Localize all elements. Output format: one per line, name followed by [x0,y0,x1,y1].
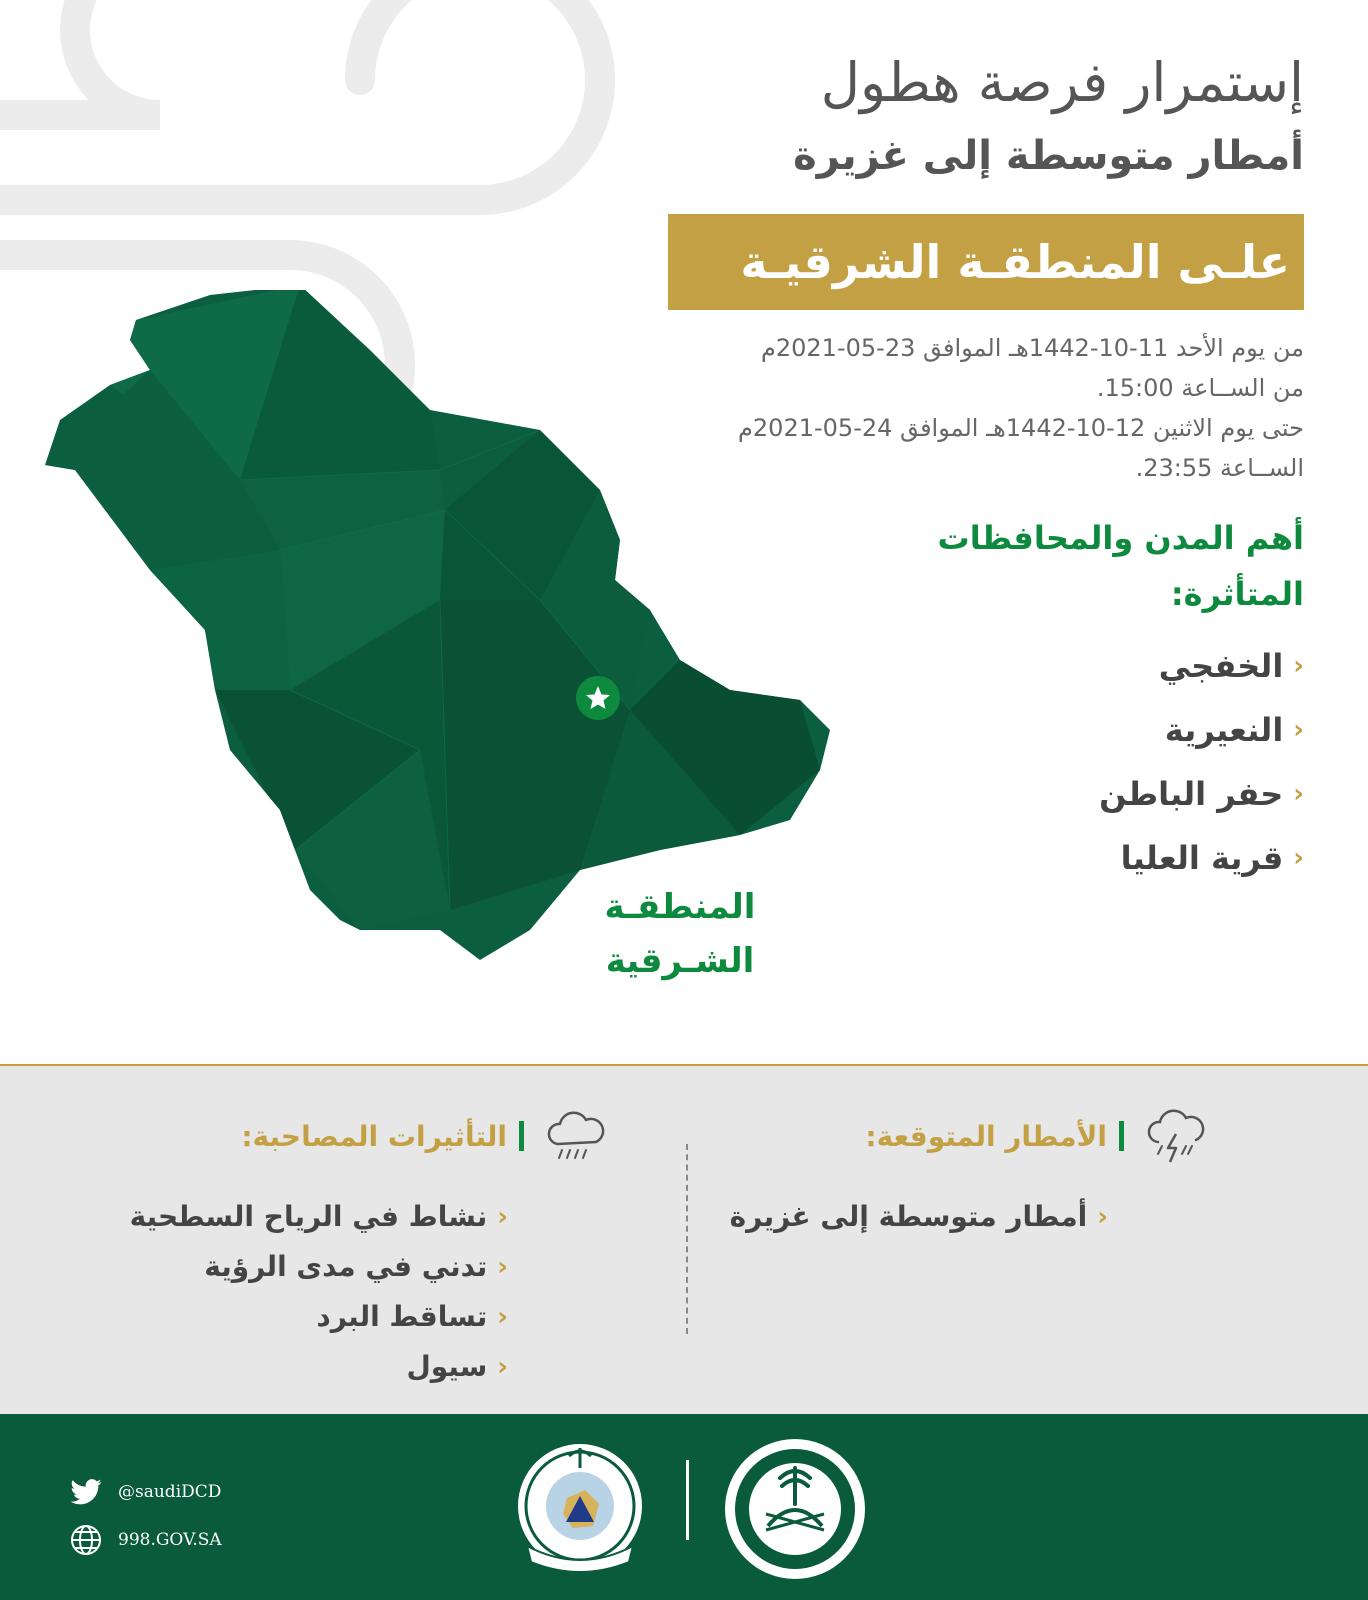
twitter-handle: @saudiDCD [118,1482,222,1502]
cities-title-line1: أهم المدن والمحافظات [937,519,1304,557]
globe-icon [70,1524,102,1556]
section-header [48,1106,608,1166]
date-range [604,328,1304,488]
city-name: النعيرية [1164,711,1284,749]
twitter-link[interactable] [70,1468,222,1516]
item-text: تدني في مدى الرؤية [204,1250,488,1283]
footer-divider [686,1460,689,1540]
list-item [48,1292,508,1342]
list-item [604,634,1304,698]
map-region-label [600,880,760,988]
chevron-left-icon: ‹ [1097,1202,1108,1232]
twitter-icon [70,1479,102,1505]
civil-defense-logo [505,1434,655,1584]
website-link[interactable] [70,1516,222,1564]
rain-cloud-icon [544,1106,608,1166]
section-title: الأمطار المتوقعة: [865,1119,1107,1153]
date-line4: الســاعة 23:55. [1135,454,1304,482]
effects-list [48,1192,608,1392]
date-line1: من يوم الأحد 11-10-1442هـ الموافق 23-05-2021م [761,334,1304,362]
chevron-left-icon: ‹ [497,1202,508,1232]
item-text: سيول [406,1350,488,1383]
list-item [48,1342,508,1392]
list-item [48,1192,508,1242]
list-item [604,762,1304,826]
section-accent-bar [519,1121,524,1151]
map-region-line2: الشـرقية [605,941,755,981]
list-item [688,1192,1108,1242]
city-list [604,634,1304,890]
footer [0,1414,1368,1600]
city-name: حفر الباطن [1099,775,1284,813]
region-banner: علـى المنطقـة الشرقيـة [668,214,1304,310]
thunderstorm-icon [1144,1106,1208,1166]
social-links [70,1468,222,1564]
website-url: 998.GOV.SA [118,1530,222,1550]
headline-block [604,40,1304,890]
list-item [48,1242,508,1292]
chevron-left-icon: ‹ [497,1302,508,1332]
chevron-left-icon: ‹ [1293,843,1304,873]
item-text: نشاط في الرياح السطحية [129,1200,488,1233]
section-header [688,1106,1208,1166]
section-title: التأثيرات المصاحبة: [241,1119,507,1153]
chevron-left-icon: ‹ [1293,779,1304,809]
chevron-left-icon: ‹ [497,1252,508,1282]
chevron-left-icon: ‹ [1293,715,1304,745]
ministry-of-interior-logo [720,1434,870,1584]
expected-rain-list [688,1192,1208,1242]
cities-title-line2: المتأثرة: [1170,575,1304,613]
date-line2: من الســاعة 15:00. [1096,374,1304,402]
date-line3: حتى يوم الاثنين 12-10-1442هـ الموافق 24-05-2021م [738,414,1304,442]
item-text: تساقط البرد [316,1300,488,1333]
expected-rain-section [688,1106,1208,1242]
section-divider [686,1144,688,1334]
list-item [604,826,1304,890]
effects-section [48,1106,608,1392]
item-text: أمطار متوسطة إلى غزيرة [729,1200,1088,1233]
section-accent-bar [1119,1121,1124,1151]
map-region-line1: المنطقـة [604,887,756,927]
cities-title [604,510,1304,622]
headline-line1: إستمرار فرصة هطول [820,51,1304,114]
list-item [604,698,1304,762]
chevron-left-icon: ‹ [1293,651,1304,681]
headline-line2: أمطار متوسطة إلى غزيرة [793,133,1304,179]
city-name: قرية العليا [1120,839,1284,877]
info-panel [0,1064,1368,1414]
chevron-left-icon: ‹ [497,1352,508,1382]
city-name: الخفجي [1158,647,1284,685]
